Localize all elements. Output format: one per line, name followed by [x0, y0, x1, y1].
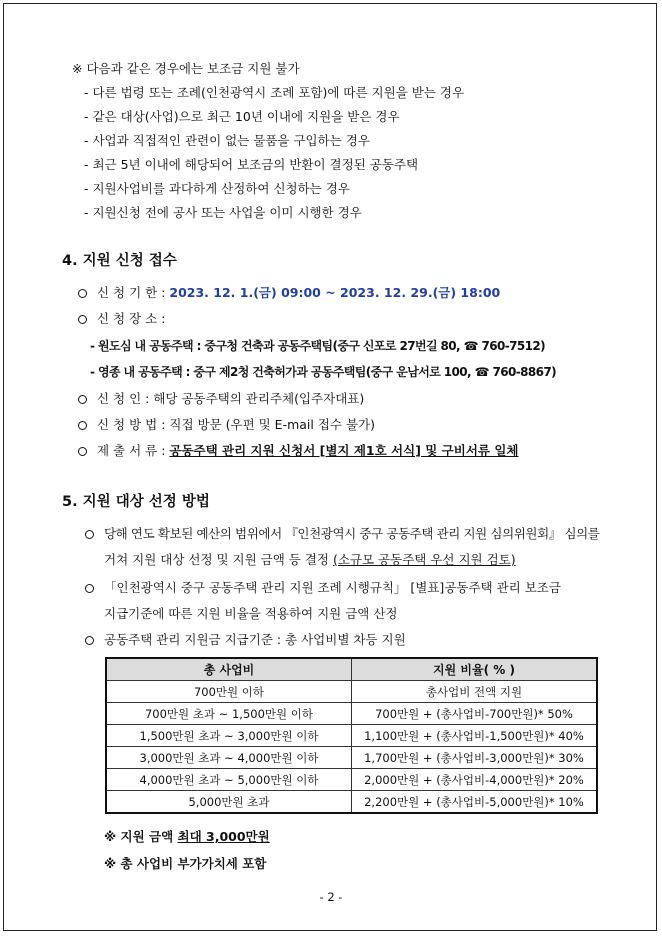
circle-bullet-icon [78, 447, 87, 456]
exclusion-item: - 최근 5년 이내에 해당되어 보조금의 반환이 결정된 공동주택 [84, 157, 419, 172]
page-number: - 2 - [319, 890, 343, 904]
circle-bullet-icon [85, 584, 94, 593]
selection-item-2: 「인천광역시 중구 공동주택 관리 지원 조례 시행규칙」 [별표]공동주택 관리 보조금 [85, 580, 561, 596]
place-item-yeongjong: - 영종 내 공동주택 : 중구 제2청 건축허가과 공동주택팀(중구 운남서로 100, ☎ 760-8867) [90, 365, 556, 379]
table-row [106, 681, 597, 703]
exclusion-item: - 사업과 직접적인 관련이 없는 물품을 구입하는 경우 [84, 133, 370, 148]
cost-range-cell: 5,000만원 초과 [106, 791, 352, 814]
table-row [106, 725, 597, 747]
docs-value: 공동주택 관리 지원 신청서 [별지 제1호 서식] 및 구비서류 일체 [169, 443, 519, 458]
section5-heading: 5. 지원 대상 선정 방법 [62, 494, 210, 510]
ratio-cell: 2,200만원 + (총사업비-5,000만원)* 10% [352, 791, 598, 814]
support-ratio-table [105, 657, 598, 814]
circle-bullet-icon [78, 421, 87, 430]
apply-period [78, 285, 500, 301]
place-item-wondosim: - 원도심 내 공동주택 : 중구청 건축과 공동주택팀(중구 신포로 27번길 80, ☎ 760-7512) [90, 339, 546, 353]
period-label: 신 청 기 한 : [97, 285, 170, 300]
submit-docs: 제 출 서 류 : 공동주택 관리 지원 신청서 [별지 제1호 서식] 및 구비서류 일체 [78, 443, 518, 459]
table-row [106, 791, 597, 814]
ratio-cell: 1,700만원 + (총사업비-3,000만원)* 30% [352, 747, 598, 769]
selection-item-3: 공동주택 관리 지원금 지급기준 : 총 사업비별 차등 지원 [85, 632, 406, 648]
section4-heading: 4. 지원 신청 접수 [62, 253, 177, 269]
header-support-ratio: 지원 비율( % ) [352, 658, 598, 681]
circle-bullet-icon [85, 530, 94, 539]
table-header-row [106, 658, 597, 681]
selection-item-1: 당해 연도 확보된 예산의 범위에서 『인천광역시 중구 공동주택 관리 지원 심의위원회』 심의를 [85, 526, 599, 542]
exclusion-item: - 지원신청 전에 공사 또는 사업을 이미 시행한 경우 [84, 205, 362, 220]
ratio-cell: 700만원 + (총사업비-700만원)* 50% [352, 703, 598, 725]
cost-range-cell: 4,000만원 초과 ~ 5,000만원 이하 [106, 769, 352, 791]
exclusion-title: ※ 다음과 같은 경우에는 보조금 지원 불가 [72, 61, 300, 76]
header-total-cost: 총 사업비 [106, 658, 352, 681]
cost-range-cell: 1,500만원 초과 ~ 3,000만원 이하 [106, 725, 352, 747]
circle-bullet-icon [78, 289, 87, 298]
period-value: 2023. 12. 1.(금) 09:00 ~ 2023. 12. 29.(금) 18:00 [169, 285, 501, 300]
table-row [106, 747, 597, 769]
cost-range-cell: 3,000만원 초과 ~ 4,000만원 이하 [106, 747, 352, 769]
exclusion-item: - 다른 법령 또는 조례(인천광역시 조례 포함)에 따른 지원을 받는 경우 [84, 85, 465, 100]
ratio-cell: 2,000만원 + (총사업비-4,000만원)* 20% [352, 769, 598, 791]
exclusion-item: - 같은 대상(사업)으로 최근 10년 이내에 지원을 받은 경우 [84, 109, 400, 124]
note-vat: ※ 총 사업비 부가가치세 포함 [104, 856, 267, 871]
circle-bullet-icon [78, 395, 87, 404]
ratio-cell: 총사업비 전액 지원 [352, 681, 598, 703]
selection-item-1-cont: 거쳐 지원 대상 선정 및 지원 금액 등 결정 (소규모 공동주택 우선 지원 검토) [104, 552, 516, 567]
ratio-cell: 1,100만원 + (총사업비-1,500만원)* 40% [352, 725, 598, 747]
table-row [106, 769, 597, 791]
circle-bullet-icon [85, 636, 94, 645]
applicant: 신 청 인 : 해당 공동주택의 관리주체(입주자대표) [78, 391, 364, 407]
place-label: 신 청 장 소 : [97, 311, 166, 326]
cost-range-cell: 700만원 초과 ~ 1,500만원 이하 [106, 703, 352, 725]
cost-range-cell: 700만원 이하 [106, 681, 352, 703]
note-max-amount: ※ 지원 금액 최대 3,000만원 [104, 829, 270, 844]
apply-method: 신 청 방 법 : 직접 방문 (우편 및 E-mail 접수 불가) [78, 417, 375, 433]
selection-item-2-cont: 지급기준에 따른 지원 비율을 적용하여 지원 금액 산정 [104, 606, 398, 621]
circle-bullet-icon [78, 315, 87, 324]
exclusion-item: - 지원사업비를 과다하게 산정하여 신청하는 경우 [84, 181, 350, 196]
table-row [106, 703, 597, 725]
apply-place [78, 311, 165, 327]
